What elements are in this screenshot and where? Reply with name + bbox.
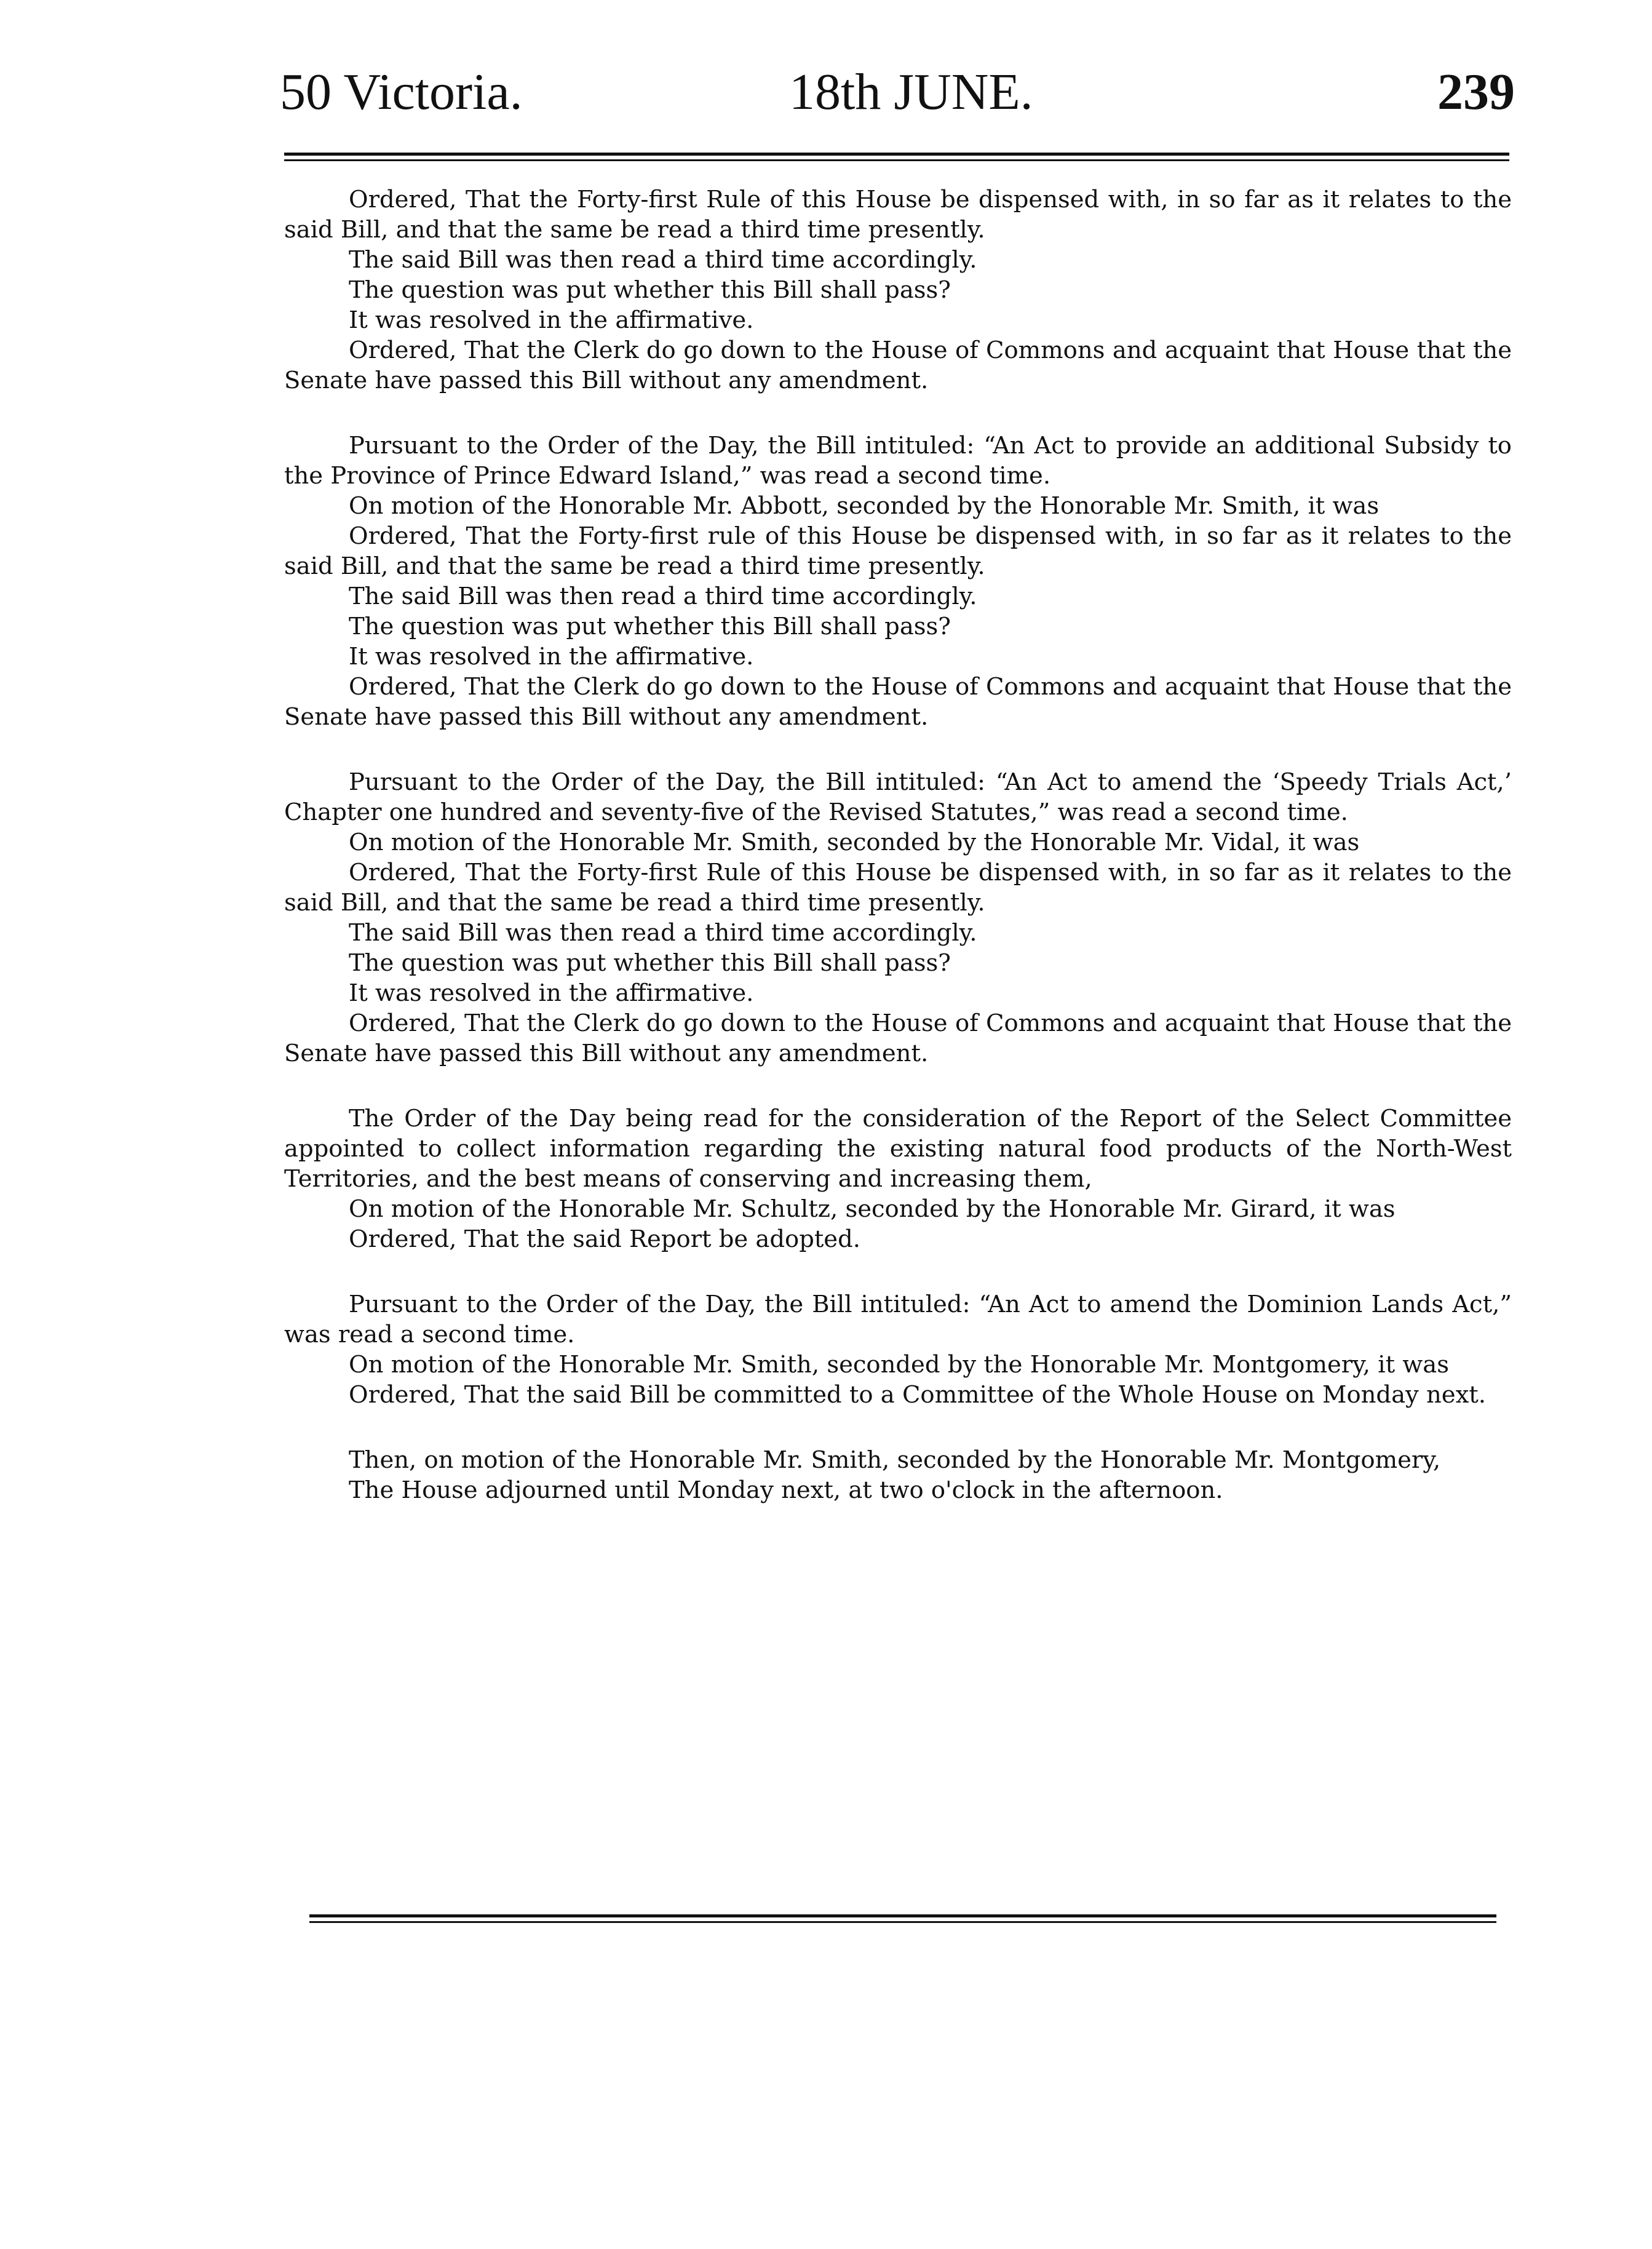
paragraph: It was resolved in the affirmative. xyxy=(349,643,754,671)
paragraph: Ordered, That the Forty-first Rule of this House be dispensed with, in so far as it relates to the said Bill, and that the same be read a third time presently. xyxy=(284,859,1512,917)
paragraph: Ordered, That the Forty-first rule of this House be dispensed with, in so far as it relates to the said Bill, and that the same be read a third time presently. xyxy=(284,522,1512,580)
entry-block-5 xyxy=(284,1289,1512,1410)
entry-block-4 xyxy=(284,1104,1512,1254)
paragraph: The question was put whether this Bill shall pass? xyxy=(349,949,951,977)
entry-block-6 xyxy=(284,1445,1512,1505)
paragraph: On motion of the Honorable Mr. Abbott, seconded by the Honorable Mr. Smith, it was xyxy=(349,492,1380,520)
page-number: 239 xyxy=(1437,63,1515,121)
paragraph: The question was put whether this Bill shall pass? xyxy=(349,613,951,640)
paragraph: The question was put whether this Bill shall pass? xyxy=(349,276,951,304)
page-header xyxy=(280,52,1515,132)
paragraph: It was resolved in the affirmative. xyxy=(349,979,754,1007)
entry-block-2 xyxy=(284,431,1512,732)
paragraph: Ordered, That the Clerk do go down to the House of Commons and acquaint that House that the Senate have passed this Bill without any amendment. xyxy=(284,1009,1512,1067)
paragraph: On motion of the Honorable Mr. Smith, seconded by the Honorable Mr. Vidal, it was xyxy=(349,829,1360,856)
paragraph: The House adjourned until Monday next, at two o'clock in the afternoon. xyxy=(349,1476,1223,1504)
paragraph: Ordered, That the Clerk do go down to the House of Commons and acquaint that House that the Senate have passed this Bill without any amendment. xyxy=(284,336,1512,394)
paragraph: On motion of the Honorable Mr. Schultz, seconded by the Honorable Mr. Girard, it was xyxy=(349,1195,1396,1223)
paragraph: Pursuant to the Order of the Day, the Bill intituled: “An Act to provide an additional Subsidy to the Province of Prince Edward Island,” was read a second time. xyxy=(284,432,1512,490)
paragraph: On motion of the Honorable Mr. Smith, seconded by the Honorable Mr. Montgomery, it was xyxy=(349,1351,1449,1379)
entry-block-3 xyxy=(284,767,1512,1069)
entry-block-1 xyxy=(284,185,1512,396)
paragraph: Ordered, That the said Report be adopted. xyxy=(349,1225,860,1253)
footer-divider xyxy=(309,1914,1496,1923)
paragraph: Pursuant to the Order of the Day, the Bill intituled: “An Act to amend the ‘Speedy Trials Act,’ Chapter one hundred and seventy-five of the Revised Statutes,” was read a second time. xyxy=(284,768,1512,826)
header-date: 18th JUNE. xyxy=(789,63,1033,121)
paragraph: Ordered, That the Forty-first Rule of this House be dispensed with, in so far as it relates to the said Bill, and that the same be read a third time presently. xyxy=(284,186,1512,244)
paragraph: The Order of the Day being read for the consideration of the Report of the Select Committee appointed to collect information regarding the existing natural food products of the North-West Territories, and the best means of conserving and increasing them, xyxy=(284,1105,1512,1193)
header-regnal-year: 50 Victoria. xyxy=(280,63,523,121)
paragraph: Pursuant to the Order of the Day, the Bill intituled: “An Act to amend the Dominion Lands Act,” was read a second time. xyxy=(284,1291,1512,1348)
paragraph: Then, on motion of the Honorable Mr. Smith, seconded by the Honorable Mr. Montgomery, xyxy=(349,1446,1441,1474)
paragraph: Ordered, That the Clerk do go down to the House of Commons and acquaint that House that the Senate have passed this Bill without any amendment. xyxy=(284,673,1512,731)
header-divider xyxy=(284,153,1509,161)
paragraph: The said Bill was then read a third time accordingly. xyxy=(349,919,977,947)
paragraph: The said Bill was then read a third time accordingly. xyxy=(349,246,977,274)
paragraph: It was resolved in the affirmative. xyxy=(349,306,754,334)
journal-body xyxy=(284,185,1512,1505)
paragraph: Ordered, That the said Bill be committed to a Committee of the Whole House on Monday next. xyxy=(349,1381,1487,1409)
paragraph: The said Bill was then read a third time accordingly. xyxy=(349,583,977,610)
